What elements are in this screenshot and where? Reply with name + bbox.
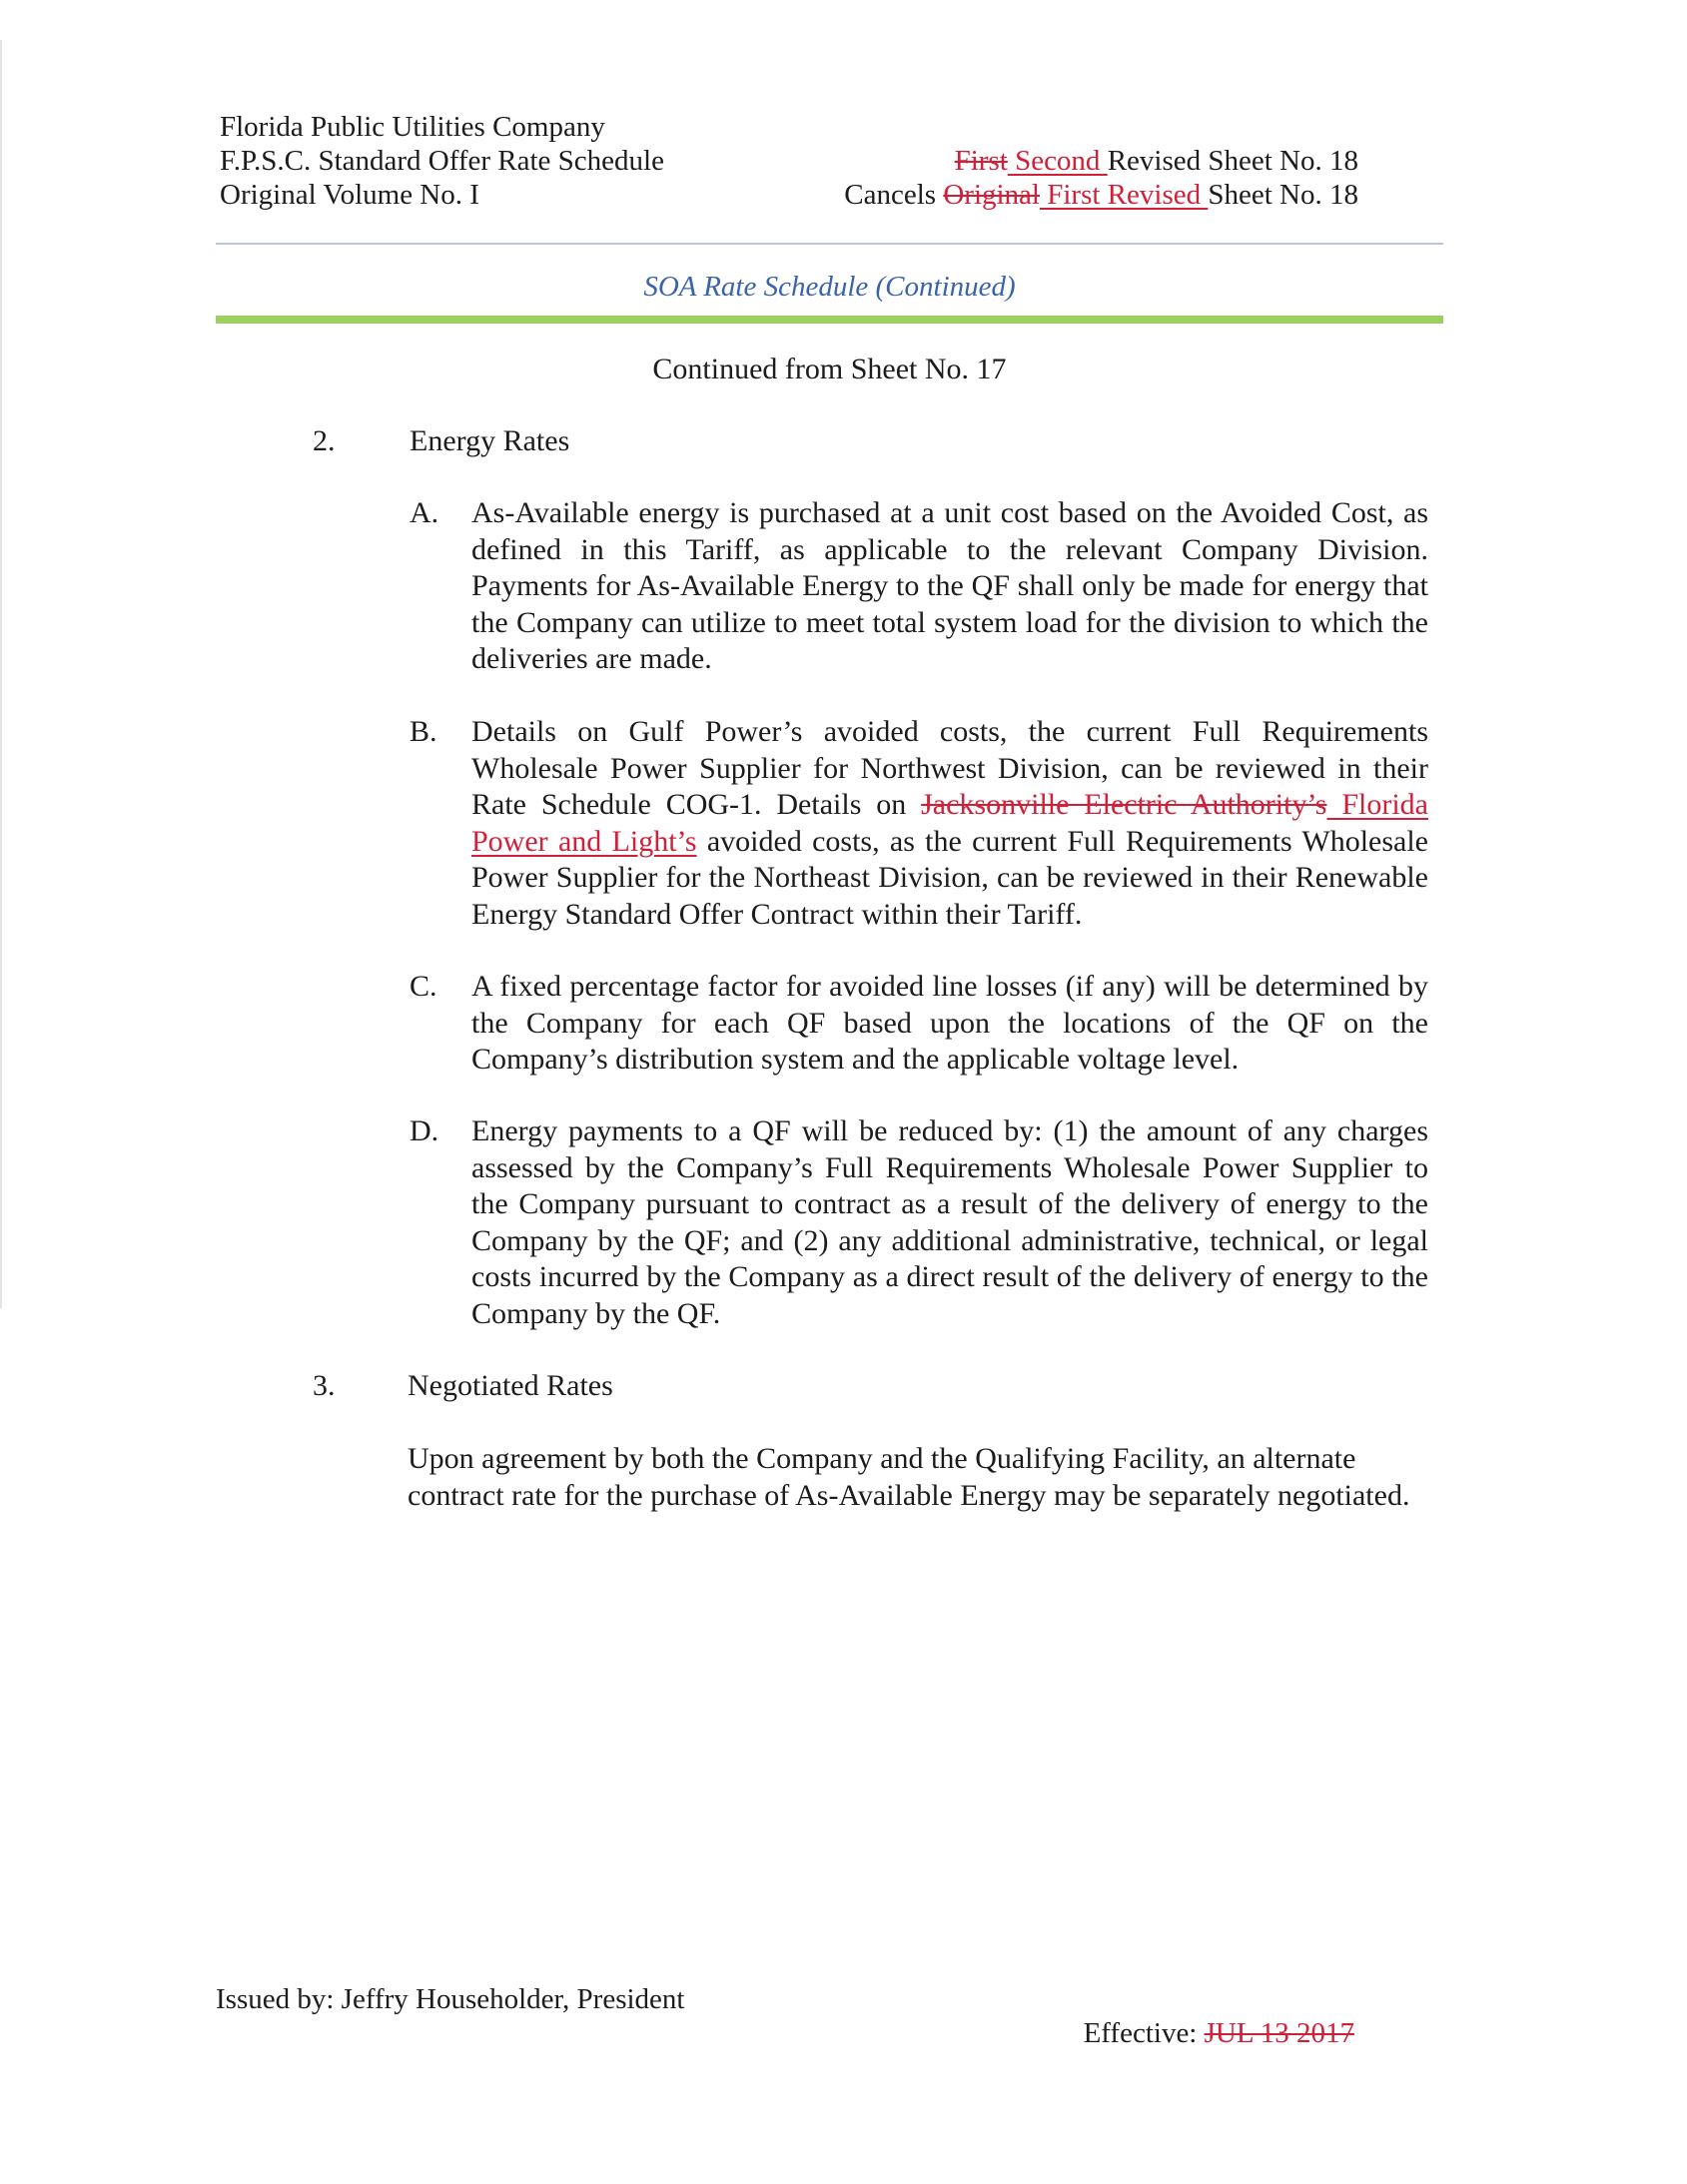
item-b-deleted-text: Jacksonville Electric Authority’s <box>921 788 1327 821</box>
banner-underline <box>216 316 1443 324</box>
issued-by: Issued by: Jeffry Householder, President <box>216 1983 685 2015</box>
item-b-paragraph <box>471 714 1428 933</box>
volume-name: Original Volume No. I <box>220 179 479 211</box>
section-2-title: Energy Rates <box>410 424 570 457</box>
effective-deleted-date: JUL 13 2017 <box>1204 2017 1354 2049</box>
continued-from: Continued from Sheet No. 17 <box>652 353 1007 385</box>
revised-sheet-line <box>844 144 1358 178</box>
item-a-text: As-Available energy is purchased at a unit cost based on the Avoided Cost, as defined in this Tariff, as applicable to the relevant Company Division. Payments for As-Available Energy to the QF shall only be made for energy that the Company can utilize to meet total system load for the division to which the deliveries are made. <box>471 496 1428 675</box>
inserted-revision: Second <box>1007 145 1108 177</box>
schedule-name: F.P.S.C. Standard Offer Rate Schedule <box>220 145 664 177</box>
item-d-letter: D. <box>410 1114 439 1147</box>
section-2-number: 2. <box>313 424 336 457</box>
banner-title: SOA Rate Schedule (Continued) <box>643 271 1016 303</box>
item-b-inserted-text: Florida Power and Light’s <box>471 788 1428 858</box>
section-3-title: Negotiated Rates <box>408 1369 613 1402</box>
header-right-block <box>844 144 1358 212</box>
deleted-cancels: Original <box>943 179 1040 211</box>
cancels-sheet-line <box>844 178 1358 212</box>
header-left-block <box>220 110 664 212</box>
item-b-text-after: avoided costs, as the current Full Requirements Wholesale Power Supplier for the Northeast Division, can be reviewed in their Renewable Energy Standard Offer Contract within their Tariff. <box>471 824 1428 931</box>
item-b-text-before: Details on Gulf Power’s avoided costs, the current Full Requirements Wholesale Power Supplier for Northwest Division, can be reviewed in their Rate Schedule COG-1. Details on <box>471 715 1428 821</box>
section-3-number: 3. <box>313 1369 336 1402</box>
revised-sheet-text: Revised Sheet No. 18 <box>1107 145 1358 177</box>
effective-label: Effective: <box>1083 2017 1205 2049</box>
effective-line <box>1084 2015 1354 2051</box>
company-name: Florida Public Utilities Company <box>220 111 605 143</box>
section-3-text: Upon agreement by both the Company and the Qualifying Facility, an alternate contract rate for the purchase of As-Available Energy may be separately negotiated. <box>408 1442 1410 1512</box>
item-c-letter: C. <box>410 970 437 1003</box>
header-divider <box>216 243 1443 245</box>
inserted-cancels: First Revised <box>1040 179 1209 211</box>
item-c-text: A fixed percentage factor for avoided line losses (if any) will be determined by the Company for each QF based upon the locations of the QF on the Company’s distribution system and the applicable voltage level. <box>471 970 1428 1076</box>
cancels-prefix: Cancels <box>844 179 944 211</box>
scan-edge-shadow <box>0 40 2 1308</box>
item-d-text: Energy payments to a QF will be reduced by: (1) the amount of any charges assessed by the Company’s Full Requirements Wholesale Power Supplier to the Company pursuant to contract as a result of the delivery of energy to the Company by the QF; and (2) any additional administrative, technical, or legal costs incurred by the Company as a direct result of the delivery of energy to the Company by the QF. <box>471 1114 1428 1330</box>
deleted-revision: First <box>954 145 1008 177</box>
item-b-letter: B. <box>410 715 437 748</box>
item-a-letter: A. <box>410 496 439 529</box>
cancels-sheet-text: Sheet No. 18 <box>1208 179 1358 211</box>
